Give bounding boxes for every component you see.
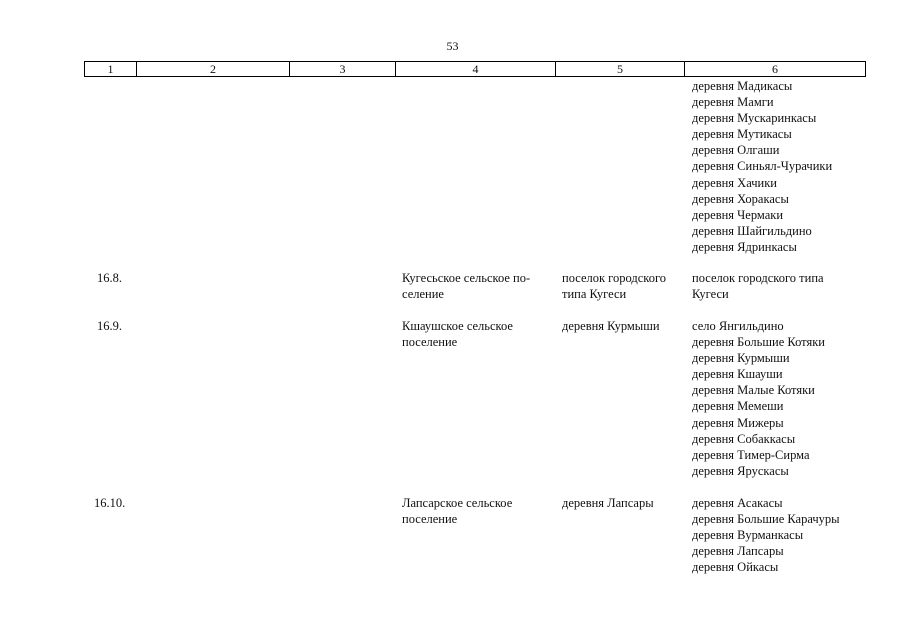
settlement-item: деревня Курмыши — [692, 351, 790, 366]
administrative-center — [562, 318, 660, 334]
settlement-item: деревня Мемеши — [692, 399, 784, 414]
settlement-item: деревня Мускаринкасы — [692, 111, 817, 126]
settlement-item: деревня Олгаши — [692, 143, 780, 158]
administrative-center-line: типа Кугеси — [562, 287, 627, 302]
continued-settlements-list — [692, 78, 832, 255]
settlement-item: деревня Хоракасы — [692, 191, 789, 206]
row-number: 16.10. — [94, 496, 126, 510]
settlement-item: деревня Мижеры — [692, 415, 784, 430]
settlement-item: деревня Большие Котяки — [692, 335, 825, 350]
settlement-item: село Янгильдино — [692, 319, 784, 333]
settlement-item: деревня Мутикасы — [692, 127, 792, 142]
row-number: 16.9. — [97, 319, 122, 333]
column-header-5: 5 — [556, 62, 685, 77]
settlements-list — [692, 318, 825, 479]
settlement-item: деревня Малые Котяки — [692, 383, 815, 398]
settlement-item: деревня Собаккасы — [692, 431, 796, 446]
settlement-name-line: Лапсарское сельское — [402, 496, 513, 510]
settlement-name-line: Кшаушское сельское — [402, 319, 513, 333]
administrative-center-line: деревня Лапсары — [562, 496, 654, 510]
column-header-3: 3 — [290, 62, 396, 77]
settlement-item: Кугеси — [692, 287, 729, 302]
settlement-item: деревня Вурманкасы — [692, 528, 804, 543]
settlement-item: деревня Тимер-Сирма — [692, 447, 810, 462]
settlements-list — [692, 270, 824, 302]
administrative-center — [562, 270, 666, 302]
column-header-table — [84, 61, 866, 77]
settlement-name — [402, 318, 513, 350]
settlement-name-line: поселение — [402, 335, 458, 350]
column-header-2: 2 — [137, 62, 290, 77]
settlement-item: деревня Хачики — [692, 175, 777, 190]
column-header-1: 1 — [85, 62, 137, 77]
settlement-item: деревня Синьял-Чурачики — [692, 159, 833, 174]
settlement-item: деревня Кшауши — [692, 367, 783, 382]
settlement-item: деревня Лапсары — [692, 544, 784, 559]
settlement-name — [402, 270, 530, 302]
settlement-item: поселок городского типа — [692, 271, 824, 285]
settlement-name-line: поселение — [402, 512, 458, 527]
settlement-name — [402, 495, 512, 527]
settlement-item: деревня Ярускасы — [692, 463, 789, 478]
administrative-center-line: деревня Курмыши — [562, 319, 660, 333]
settlement-item: деревня Чермаки — [692, 207, 784, 222]
settlement-item: деревня Ядринкасы — [692, 239, 797, 254]
row-number: 16.8. — [97, 271, 122, 285]
column-header-6: 6 — [685, 62, 866, 77]
settlement-item: деревня Мамги — [692, 95, 774, 110]
settlement-item: деревня Ойкасы — [692, 560, 779, 575]
settlement-item: деревня Асакасы — [692, 496, 783, 510]
settlement-name-line: селение — [402, 287, 444, 302]
settlement-item: деревня Большие Карачуры — [692, 512, 840, 527]
column-header-row — [85, 62, 866, 77]
column-header-4: 4 — [396, 62, 556, 77]
settlement-item: деревня Мадикасы — [692, 79, 793, 93]
page-number: 53 — [446, 39, 459, 53]
settlements-list — [692, 495, 840, 575]
administrative-center-line: поселок городского — [562, 271, 667, 285]
settlement-item: деревня Шайгильдино — [692, 223, 812, 238]
settlement-name-line: Кугесьское сельское по- — [402, 271, 531, 285]
administrative-center — [562, 495, 654, 511]
